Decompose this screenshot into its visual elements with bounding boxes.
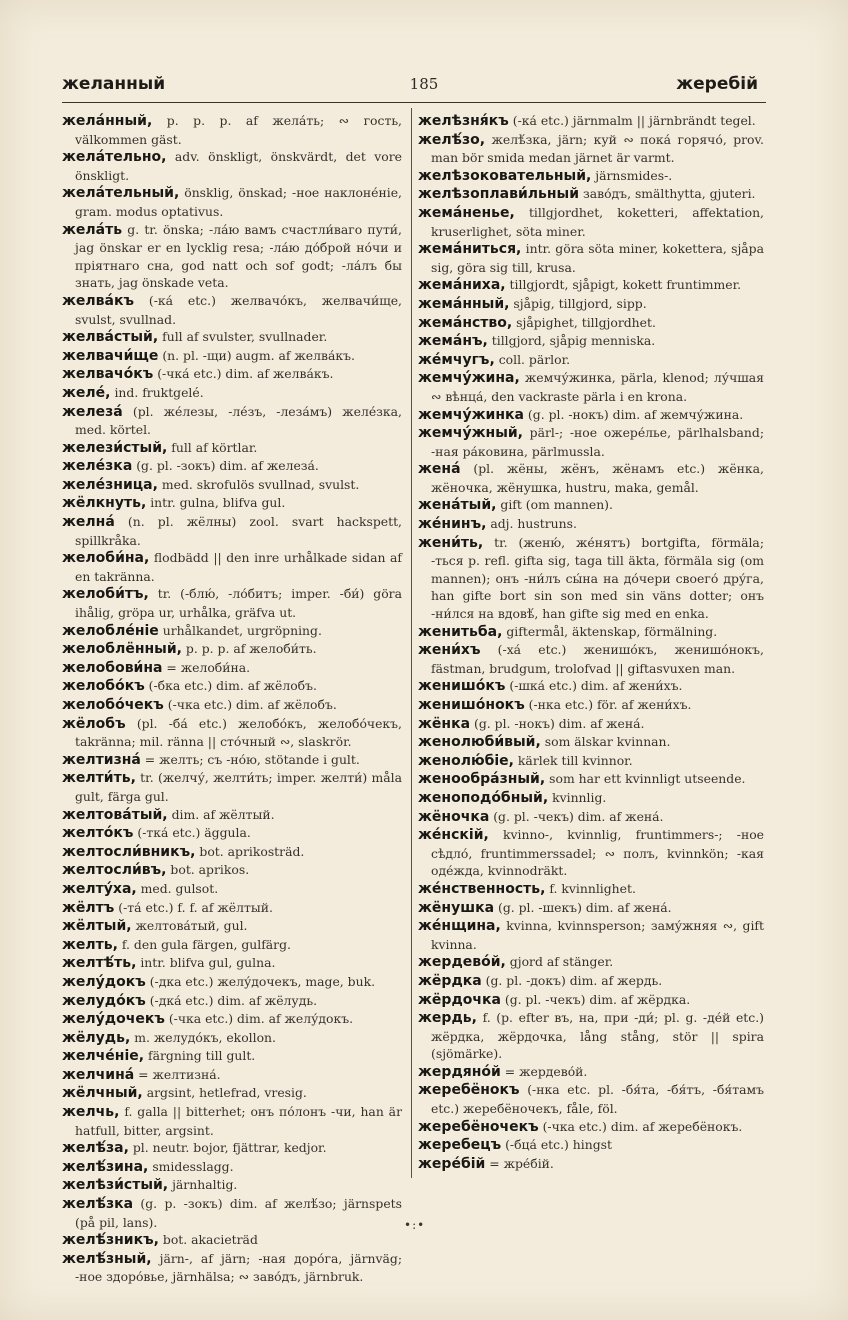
dictionary-entry bbox=[418, 185, 764, 204]
entry-definition: tr. (желчу́, желти́ть; imper. желти́) måla gult, färga gul. bbox=[75, 770, 402, 804]
entry-headword: женообра́зный, bbox=[418, 771, 546, 788]
entry-headword: жеребёнокъ bbox=[418, 1082, 520, 1099]
entry-definition: (g. pl. -нокъ) dim. af жена́. bbox=[470, 715, 645, 731]
entry-headword: желобо́чекъ bbox=[62, 697, 164, 713]
dictionary-entry bbox=[62, 843, 402, 862]
dictionary-entry bbox=[418, 112, 764, 131]
entry-definition: som älskar kvinnan. bbox=[540, 734, 671, 750]
entry-definition: järn-, af järn; -ная доро́га, järnväg; -ное здоро́вье, järnhälsa; ∾ заво́дъ, järnbruk. bbox=[75, 1250, 402, 1285]
dictionary-entry bbox=[62, 1066, 402, 1085]
entry-definition: kvinna, kvinnsperson; заму́жняя ∾, gift kvinna. bbox=[431, 918, 764, 952]
dictionary-entry bbox=[418, 351, 764, 370]
entry-definition: = желтизна́. bbox=[134, 1066, 221, 1082]
running-head-left: желанный bbox=[62, 74, 166, 94]
entry-headword: желоблённый, bbox=[62, 641, 182, 658]
entry-headword: жена́тый, bbox=[418, 497, 497, 514]
entry-definition: желтова́тый, gul. bbox=[131, 918, 248, 934]
entry-definition: full af svulster, svullnader. bbox=[158, 329, 328, 345]
entry-headword: желѣзня́къ bbox=[418, 113, 509, 129]
entry-definition: (pl. -ба́ etc.) желобо́къ, желобо́чекъ, takränna; mil. ränna || сто́чный ∾, slaskrör. bbox=[75, 715, 402, 750]
entry-definition: (pl. жёны, жёнъ, жёнамъ etc.) жёнка, жёночка, жёнушка, hustru, maka, gemål. bbox=[431, 461, 764, 495]
entry-headword: же́нинъ, bbox=[418, 516, 487, 533]
entry-definition: (-шка́ etc.) dim. af жени́хъ. bbox=[505, 678, 683, 694]
dictionary-entry bbox=[418, 406, 764, 425]
dictionary-entry bbox=[418, 240, 764, 276]
entry-definition: flodbädd || den inre urhålkade sidan af en takränna. bbox=[75, 550, 402, 584]
entry-headword: желѣ́зина, bbox=[62, 1158, 149, 1175]
entry-headword: жема́нство, bbox=[418, 314, 513, 331]
entry-definition: bot. akacieträd bbox=[158, 1232, 258, 1248]
dictionary-entry bbox=[418, 752, 764, 771]
entry-headword: жема́ниха, bbox=[418, 277, 506, 294]
entry-headword: жени́хъ bbox=[418, 642, 481, 659]
entry-definition: järnsmides-. bbox=[591, 167, 673, 183]
dictionary-entry bbox=[62, 954, 402, 973]
dictionary-entry bbox=[418, 953, 764, 972]
entry-headword: желези́стый, bbox=[62, 439, 168, 456]
entry-definition: kvinno-, kvinnlig, fruntimmers-; -ное сѣдло́, fruntimmerssadel; ∾ полъ, kvinnkön; -кая оде́жда, kvinnodräkt. bbox=[431, 827, 764, 879]
entry-headword: жела́тельный, bbox=[62, 185, 180, 202]
dictionary-entry bbox=[418, 715, 764, 734]
entry-headword: жёлобъ bbox=[62, 715, 126, 732]
dictionary-entry bbox=[62, 861, 402, 880]
entry-headword: жеребёночекъ bbox=[418, 1118, 539, 1135]
entry-headword: жёлудь, bbox=[62, 1029, 131, 1046]
dictionary-entry bbox=[418, 733, 764, 752]
dictionary-entry bbox=[62, 292, 402, 328]
entry-headword: жёночка bbox=[418, 808, 490, 825]
entry-headword: жема́неньe, bbox=[418, 204, 515, 221]
entry-headword: желобле́ніе bbox=[62, 622, 159, 639]
entry-headword: желче́ніе, bbox=[62, 1048, 145, 1065]
entry-definition: kärlek till kvinnor. bbox=[513, 752, 633, 768]
entry-headword: желтова́тый, bbox=[62, 806, 168, 823]
dictionary-entry bbox=[62, 457, 402, 476]
entry-headword: жемчу́жный, bbox=[418, 425, 523, 442]
entry-definition: intr. göra söta miner, kokettera, sjåpa sig, göra sig till, krusa. bbox=[431, 241, 764, 275]
dictionary-entry bbox=[418, 880, 764, 899]
header-rule bbox=[62, 102, 766, 103]
entry-definition: (-чка́ etc.) dim. af желва́къ. bbox=[153, 366, 334, 382]
entry-definition: önsklig, önskad; -ное наклоне́ніе, gram. modus optativus. bbox=[75, 185, 402, 219]
dictionary-entry bbox=[62, 973, 402, 992]
entry-headword: желна́ bbox=[62, 514, 115, 531]
entry-definition: tillgjordt, sjåpigt, kokett fruntimmer. bbox=[505, 277, 742, 293]
entry-headword: жёрдочка bbox=[418, 991, 501, 1008]
entry-headword: желѣ́зка bbox=[62, 1196, 134, 1213]
entry-headword: желти́ть, bbox=[62, 770, 136, 787]
entry-headword: желту́ха, bbox=[62, 880, 137, 897]
entry-definition: giftermål, äktenskap, förmälning. bbox=[502, 623, 718, 639]
entry-definition: som har ett kvinnligt utseende. bbox=[545, 771, 746, 787]
dictionary-entry bbox=[418, 1118, 764, 1137]
dictionary-entry bbox=[418, 623, 764, 642]
entry-headword: желѣ́зный, bbox=[62, 1250, 152, 1267]
entry-headword: желвачо́къ bbox=[62, 366, 154, 383]
entry-definition: tillgjordhet, koketteri, affektation, kruserlighet, söta miner. bbox=[431, 204, 764, 239]
entry-headword: жёлтъ bbox=[62, 899, 115, 916]
entry-headword: жеребецъ bbox=[418, 1137, 502, 1154]
entry-definition: smidesslagg. bbox=[148, 1158, 234, 1174]
entry-definition: gjord af stänger. bbox=[505, 954, 614, 970]
entry-definition: жемчу́жинка, pärla, klenod; лу́чшая ∾ вѣнца́, den vackraste pärla i en krona. bbox=[431, 370, 764, 404]
entry-headword: жердево́й, bbox=[418, 954, 506, 971]
dictionary-entry bbox=[62, 696, 402, 715]
entry-definition: (-ха́ etc.) женишо́къ, женишо́нокъ, fästman, brudgum, trolofvad || giftasvuxen man. bbox=[431, 642, 764, 676]
entry-definition: med. skrofulös svullnad, svulst. bbox=[157, 476, 360, 492]
dictionary-entry bbox=[62, 1103, 402, 1139]
entry-headword: желудо́къ bbox=[62, 992, 146, 1009]
entry-headword: жема́нъ, bbox=[418, 333, 488, 350]
entry-headword: жердь, bbox=[418, 1010, 477, 1027]
dictionary-entry bbox=[418, 369, 764, 405]
dictionary-entry bbox=[62, 880, 402, 899]
dictionary-entry bbox=[418, 460, 764, 496]
entry-definition: tr. (женю́, же́нятъ) bortgifta, förmäla; -ться p. refl. gifta sig, taga till äkta, förmäla sig (om mannen); онъ -ни́лъ сы́на на до́чери своего́ дру́га, han gifte bort sin son med sin väns dotter; онъ -ни́лся на вдовѣ́, han gifte sig med en enka. bbox=[431, 534, 764, 622]
entry-definition: (-дка́ etc.) dim. af жёлудь. bbox=[145, 992, 318, 1008]
dictionary-entry bbox=[418, 1155, 764, 1174]
entry-headword: желе́зница, bbox=[62, 476, 158, 493]
dictionary-entry bbox=[418, 1136, 764, 1155]
printer-ornament: •:• bbox=[404, 1218, 426, 1232]
dictionary-entry bbox=[418, 641, 764, 677]
entry-definition: gift (om mannen). bbox=[496, 497, 613, 513]
dictionary-entry bbox=[418, 899, 764, 918]
entry-headword: желѣ́зникъ, bbox=[62, 1232, 159, 1249]
entry-definition: sjåpig, tillgjord, sipp. bbox=[509, 295, 647, 311]
entry-definition: f. (p. efter въ, на, при -ди́; pl. g. -де́й etc.) жёрдка, жёрдочка, lång stång, stör || spira (sjömärke). bbox=[431, 1010, 764, 1062]
entry-definition: adj. hustruns. bbox=[486, 516, 577, 532]
entry-definition: full af körtlar. bbox=[167, 439, 258, 455]
dictionary-entry bbox=[62, 936, 402, 955]
entry-headword: желе́зка bbox=[62, 458, 133, 475]
entry-definition: (-чка etc.) dim. af жёлобъ. bbox=[163, 697, 337, 712]
dictionary-entry bbox=[62, 1010, 402, 1029]
entry-headword: женоподо́бный, bbox=[418, 789, 549, 806]
dictionary-entry bbox=[62, 1231, 402, 1250]
entry-definition: färgning till gult. bbox=[144, 1048, 256, 1064]
entry-headword: желчь, bbox=[62, 1104, 120, 1121]
dictionary-entry bbox=[62, 640, 402, 659]
entry-headword: жёнушка bbox=[418, 899, 495, 916]
entry-definition: urhålkandet, urgröpning. bbox=[158, 622, 322, 638]
dictionary-entry bbox=[418, 808, 764, 827]
dictionary-entry bbox=[418, 770, 764, 789]
entry-headword: жёлчный, bbox=[62, 1085, 143, 1102]
dictionary-entry bbox=[62, 148, 402, 184]
dictionary-entry bbox=[418, 789, 764, 808]
entry-headword: желу́докъ bbox=[62, 973, 146, 990]
entry-definition: p. p. p. af желоби́ть. bbox=[181, 641, 317, 657]
dictionary-entry bbox=[62, 659, 402, 678]
dictionary-entry bbox=[418, 167, 764, 186]
entry-definition: bot. aprikosträd. bbox=[195, 843, 305, 859]
entry-definition: (g. pl. -докъ) dim. af жердь. bbox=[481, 972, 663, 988]
entry-headword: жела́нный, bbox=[62, 113, 153, 129]
dictionary-entry bbox=[62, 769, 402, 805]
entry-definition: (g. pl. -чекъ) dim. af жёрдка. bbox=[500, 991, 691, 1007]
entry-headword: жела́тельно, bbox=[62, 149, 167, 166]
entry-definition: (-ка́ etc.) järnmalm || järnbrändt tegel. bbox=[508, 113, 756, 128]
entry-definition: (g. pl. -зокъ) dim. af железа́. bbox=[132, 458, 319, 474]
dictionary-entry bbox=[418, 696, 764, 715]
entry-headword: жела́ть bbox=[62, 221, 123, 238]
entry-definition: m. желудо́къ, ekollon. bbox=[130, 1029, 276, 1045]
entry-headword: женишо́къ bbox=[418, 678, 506, 695]
entry-definition: sjåpighet, tillgjordhet. bbox=[512, 314, 656, 330]
dictionary-entry bbox=[62, 112, 402, 148]
entry-definition: (-бка etc.) dim. af жёлобъ. bbox=[144, 678, 317, 694]
left-column bbox=[62, 112, 402, 1286]
entry-headword: жема́ниться, bbox=[418, 241, 522, 258]
entry-headword: желтизна́ bbox=[62, 751, 141, 768]
entry-headword: женолюби́вый, bbox=[418, 734, 541, 751]
entry-headword: желто́къ bbox=[62, 825, 134, 842]
entry-headword: жёлтый, bbox=[62, 918, 132, 935]
dictionary-entry bbox=[62, 806, 402, 825]
entry-definition: pärl-; -ное ожере́лье, pärlhalsband; -ная ра́ковина, pärlmussla. bbox=[431, 425, 764, 459]
dictionary-entry bbox=[62, 184, 402, 220]
dictionary-entry bbox=[418, 332, 764, 351]
dictionary-entry bbox=[62, 403, 402, 439]
entry-headword: жёнка bbox=[418, 715, 471, 732]
dictionary-entry bbox=[418, 1009, 764, 1063]
entry-definition: = желть; съ -но́ю, stötande i gult. bbox=[140, 751, 360, 767]
entry-headword: желоби́тъ, bbox=[62, 586, 149, 603]
dictionary-entry bbox=[418, 677, 764, 696]
entry-definition: (n. pl. -щи) augm. af желва́къ. bbox=[158, 347, 355, 363]
entry-definition: f. galla || bitterhet; онъ по́лонъ -чи, han är hatfull, bitter, argsint. bbox=[75, 1104, 402, 1138]
dictionary-entry bbox=[62, 1084, 402, 1103]
dictionary-entry bbox=[418, 826, 764, 880]
dictionary-entry bbox=[62, 1139, 402, 1158]
entry-headword: желѣ́за, bbox=[62, 1140, 129, 1157]
entry-definition: med. gulsot. bbox=[136, 880, 219, 896]
entry-headword: жема́нный, bbox=[418, 295, 510, 312]
dictionary-entry bbox=[62, 328, 402, 347]
entry-headword: желвачи́ще bbox=[62, 347, 159, 364]
page-number: 185 bbox=[409, 75, 439, 93]
entry-headword: же́нственность, bbox=[418, 880, 546, 897]
dictionary-entry bbox=[62, 677, 402, 696]
dictionary-entry bbox=[418, 515, 764, 534]
entry-definition: intr. gulna, blifva gul. bbox=[146, 495, 286, 511]
entry-headword: желобови́на bbox=[62, 659, 163, 676]
entry-definition: (-нка etc. pl. -бя́та, -бя́тъ, -бя́тамъ etc.) жеребёночекъ, fåle, föl. bbox=[431, 1082, 764, 1117]
entry-definition: ind. fruktgelé. bbox=[110, 384, 204, 400]
entry-headword: желва́къ bbox=[62, 292, 135, 309]
entry-definition: argsint, hetlefrad, vresig. bbox=[142, 1085, 307, 1101]
entry-definition: (g. pl. -нокъ) dim. af жемчу́жина. bbox=[523, 406, 744, 422]
dictionary-entry bbox=[62, 1176, 402, 1195]
entry-definition: (pl. же́лезы, -ле́зъ, -леза́мъ) желе́зка, med. körtel. bbox=[75, 403, 402, 438]
entry-headword: же́мчугъ, bbox=[418, 351, 495, 368]
right-column bbox=[418, 112, 764, 1173]
dictionary-entry bbox=[62, 549, 402, 585]
dictionary-entry bbox=[418, 424, 764, 460]
entry-definition: dim. af жёлтый. bbox=[167, 806, 275, 822]
entry-definition: (-дка etc.) желу́дочекъ, mage, buk. bbox=[145, 973, 376, 989]
dictionary-entry bbox=[418, 131, 764, 167]
dictionary-entry bbox=[418, 276, 764, 295]
entry-headword: жена́ bbox=[418, 461, 461, 478]
dictionary-entry bbox=[62, 1195, 402, 1231]
entry-definition: (g. pl. -шекъ) dim. af жена́. bbox=[494, 899, 672, 915]
entry-headword: жердяно́й bbox=[418, 1063, 501, 1080]
entry-headword: желѣзоплави́льный bbox=[418, 186, 580, 203]
entry-headword: жемчу́жина, bbox=[418, 370, 520, 387]
entry-definition: tillgjord, sjåpig menniska. bbox=[487, 333, 656, 349]
dictionary-entry bbox=[418, 204, 764, 240]
entry-definition: (n. pl. жёлны) zool. svart hackspett, spillkråka. bbox=[75, 514, 402, 548]
dictionary-entry bbox=[418, 917, 764, 953]
entry-headword: женишо́нокъ bbox=[418, 697, 525, 713]
entry-headword: жёлкнуть, bbox=[62, 495, 147, 512]
entry-definition: = жердево́й. bbox=[500, 1063, 588, 1079]
entry-headword: желть, bbox=[62, 936, 118, 953]
entry-definition: p. p. p. af жела́ть; ∾ гость, välkommen gäst. bbox=[75, 113, 402, 147]
entry-definition: (-бца́ etc.) hingst bbox=[501, 1137, 612, 1153]
dictionary-entry bbox=[62, 585, 402, 621]
entry-definition: (-чка etc.) dim. af жеребёнокъ. bbox=[538, 1118, 743, 1134]
entry-headword: жени́ть, bbox=[418, 534, 484, 551]
dictionary-entry bbox=[418, 314, 764, 333]
dictionary-entry bbox=[418, 295, 764, 314]
dictionary-entry bbox=[62, 1250, 402, 1286]
entry-definition: f. kvinnlighet. bbox=[545, 880, 636, 896]
entry-headword: желу́дочекъ bbox=[62, 1011, 165, 1028]
entry-headword: желобо́къ bbox=[62, 678, 145, 695]
dictionary-entry bbox=[62, 899, 402, 918]
dictionary-entry bbox=[62, 365, 402, 384]
dictionary-entry bbox=[418, 1081, 764, 1117]
dictionary-entry bbox=[62, 622, 402, 641]
entry-headword: желчина́ bbox=[62, 1066, 135, 1083]
entry-headword: желва́стый, bbox=[62, 329, 159, 346]
entry-definition: intr. blifva gul, gulna. bbox=[136, 955, 276, 971]
dictionary-entry bbox=[62, 917, 402, 936]
dictionary-entry bbox=[418, 1063, 764, 1082]
entry-headword: женолю́біе, bbox=[418, 752, 514, 769]
entry-headword: желтѣ́ть, bbox=[62, 955, 137, 972]
dictionary-entry bbox=[62, 992, 402, 1011]
entry-definition: желѣ́зка, järn; куй ∾ пока́ горячо́, prov. man bör smida medan järnet är varmt. bbox=[431, 131, 764, 166]
entry-headword: железа́ bbox=[62, 403, 123, 420]
entry-headword: желе́, bbox=[62, 384, 111, 401]
dictionary-entry bbox=[62, 439, 402, 458]
dictionary-entry bbox=[418, 972, 764, 991]
entry-definition: adv. önskligt, önskvärdt, det vore önskligt. bbox=[75, 149, 402, 183]
dictionary-entry bbox=[62, 513, 402, 549]
entry-headword: жёрдка bbox=[418, 972, 482, 989]
entry-definition: (g. p. -зокъ) dim. af желѣ́зо; järnspets (på pil, lans). bbox=[75, 1196, 402, 1230]
entry-definition: (g. pl. -чекъ) dim. af жена́. bbox=[489, 808, 664, 824]
dictionary-entry bbox=[62, 347, 402, 366]
entry-definition: (-та́ etc.) f. f. af жёлтый. bbox=[114, 899, 273, 915]
entry-headword: жере́бій bbox=[418, 1155, 486, 1172]
entry-headword: желоби́на, bbox=[62, 550, 150, 567]
entry-headword: желѣзоковательный, bbox=[418, 167, 592, 184]
dictionary-entry bbox=[62, 494, 402, 513]
entry-definition: järnhaltig. bbox=[168, 1177, 238, 1193]
entry-definition: = жре́бій. bbox=[485, 1155, 554, 1171]
entry-definition: g. tr. önska; -ла́ю вамъ счастли́ваго пути́, jag önskar er en lycklig resa; -ла́ю до́брой но́чи и пріятнаго сна, god natt och sof godt; -ла́лъ бы знать, jag önskade veta. bbox=[75, 221, 402, 291]
entry-definition: pl. neutr. bojor, fjättrar, kedjor. bbox=[128, 1140, 327, 1156]
entry-definition: (-ка́ etc.) желвачо́къ, желвачи́ще, svulst, svullnad. bbox=[75, 292, 402, 327]
dictionary-entry bbox=[62, 1047, 402, 1066]
entry-headword: желѣзи́стый, bbox=[62, 1177, 169, 1194]
entry-definition: заво́дъ, smälthytta, gjuteri. bbox=[579, 186, 756, 202]
entry-definition: = желоби́на. bbox=[162, 659, 251, 675]
dictionary-entry bbox=[62, 1029, 402, 1048]
dictionary-entry bbox=[62, 824, 402, 843]
dictionary-entry bbox=[418, 991, 764, 1010]
entry-headword: жемчу́жинка bbox=[418, 406, 524, 423]
dictionary-entry bbox=[418, 496, 764, 515]
entry-definition: (-нка etc.) för. af жени́хъ. bbox=[524, 697, 692, 712]
entry-headword: желтосли́въ, bbox=[62, 862, 167, 879]
entry-definition: bot. aprikos. bbox=[166, 862, 250, 878]
running-head-right: жеребій bbox=[676, 74, 758, 94]
dictionary-entry bbox=[62, 751, 402, 770]
dictionary-entry bbox=[62, 1158, 402, 1177]
dictionary-entry bbox=[418, 534, 764, 623]
entry-headword: же́нщина, bbox=[418, 918, 501, 935]
entry-definition: tr. (-блю́, -ло́битъ; imper. -би́) göra ihålig, gröpa ur, urhålka, gräfva ut. bbox=[75, 586, 402, 621]
entry-headword: желтосли́вникъ, bbox=[62, 843, 196, 860]
entry-definition: (-тка́ etc.) äggula. bbox=[133, 825, 251, 841]
dictionary-entry bbox=[62, 221, 402, 292]
entry-definition: f. den gula färgen, gulfärg. bbox=[117, 936, 291, 952]
dictionary-entry bbox=[62, 715, 402, 751]
entry-headword: женитьба, bbox=[418, 623, 503, 640]
entry-headword: желѣ́зо, bbox=[418, 131, 486, 148]
entry-definition: kvinnlig. bbox=[548, 789, 607, 805]
dictionary-entry bbox=[62, 384, 402, 403]
entry-definition: (-чка etc.) dim. af желу́докъ. bbox=[164, 1011, 354, 1027]
dictionary-entry bbox=[62, 476, 402, 495]
column-divider bbox=[411, 108, 412, 1178]
entry-headword: же́нскій, bbox=[418, 827, 489, 844]
entry-definition: coll. pärlor. bbox=[494, 351, 571, 367]
